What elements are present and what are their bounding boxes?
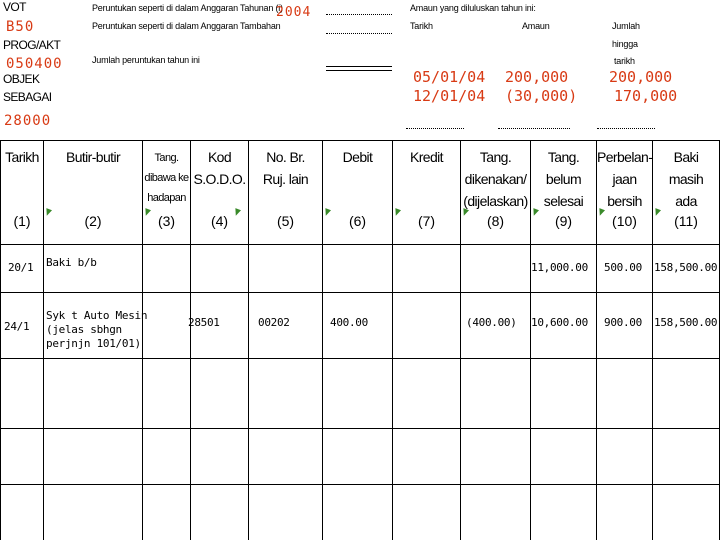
row2-tang-belum: 10,600.00 [531,316,588,329]
row2-baki: 158,500.00 [654,316,718,329]
col-num-1: (1) [13,213,31,229]
tambahan-amount-line [326,33,392,34]
col-header-tang-bawa-3: hadapan [147,192,186,204]
approval-row1-tarikh: 05/01/04 [413,68,486,86]
approval-row2-jumlah: 170,000 [614,87,678,105]
row1-butir: Baki b/b [46,256,97,269]
jumlah-line-2 [326,70,392,71]
col-header-tang-bawa [143,148,190,208]
approval-row1-amaun: 200,000 [505,68,569,86]
row2-kod: 28501 [188,316,220,329]
col-num-4: (4) [210,213,229,229]
col-header-tang-bawa-2: dibawa ke [144,172,189,184]
approval-row2-amaun: (30,000) [505,87,578,105]
objek-value: 28000 [4,113,52,129]
prog-akt-label: PROG/AKT [3,38,61,52]
col-header-no-br-1: No. Br. [266,149,305,165]
row-border-3 [0,428,720,429]
col-header-tang-kena [461,146,530,212]
approval-hingga-header: hingga [612,39,638,49]
row2-tarikh: 24/1 [4,320,30,333]
col-header-tang-belum [531,146,596,212]
row-border-1 [0,292,720,293]
row2-butir [46,309,147,351]
approval-tarikh-header: Tarikh [410,21,433,31]
col-num-2: (2) [84,213,102,229]
row-border-4 [0,484,720,485]
row2-perbelanjaan: 900.00 [604,316,642,329]
approval-amaun-header: Amaun [522,21,550,31]
approval-row1-jumlah: 200,000 [609,68,673,86]
row1-perbelanjaan: 500.00 [604,261,642,274]
col-border-1 [43,140,44,540]
col-num-9: (9) [554,213,573,229]
col-header-tarikh: Tarikh [5,149,39,165]
row2-butir-line1: Syk t Auto Mesin [46,309,148,322]
jumlah-peruntukan-label: Jumlah peruntukan tahun ini [92,55,200,65]
col-num-5: (5) [276,213,295,229]
col-border-4 [248,140,249,540]
row2-butir-line2: (jelas sbhgn [46,323,122,336]
col-header-kod-2: S.O.D.O. [193,171,246,187]
prog-akt-value: 050400 [6,56,63,72]
col-header-debit: Debit [342,149,373,165]
col-header-baki-3: ada [675,193,697,209]
col-header-tang-belum-3: selesai [543,193,584,209]
peruntukan-tambahan-label: Peruntukan seperti di dalam Anggaran Tambahan [92,21,281,31]
col-header-perbelanjaan-2: jaan [612,171,637,187]
approval-dots-2 [498,128,570,129]
row1-baki: 158,500.00 [654,261,718,274]
col-header-butir: Butir-butir [65,149,121,165]
col-header-perbelanjaan-3: bersih [607,193,642,209]
col-header-perbelanjaan [597,146,652,212]
row1-tarikh: 20/1 [8,261,34,274]
peruntukan-tahunan-label: Peruntukan seperti di dalam Anggaran Tahunan (i) [92,3,283,13]
row1-tang-belum: 11,000.00 [531,261,588,274]
table-header-border [0,244,720,245]
col-header-tang-kena-1: Tang. [479,149,512,165]
sebagai-label: SEBAGAI [3,90,52,104]
col-border-6 [392,140,393,540]
col-header-tang-kena-2: dikenakan/ [464,171,527,187]
year-value: 2004 [276,5,312,20]
col-header-kod [191,146,248,190]
col-header-baki-1: Baki [673,149,699,165]
col-border-0 [0,140,1,540]
col-border-5 [322,140,323,540]
table-top-border [0,140,720,141]
jumlah-line-1 [326,66,392,67]
approval-tarikh2-header: tarikh [614,56,635,66]
col-header-kredit: Kredit [410,149,443,165]
col-num-11: (11) [674,213,698,229]
col-num-8: (8) [486,213,505,229]
row-border-2 [0,358,720,359]
approval-dots-1 [406,128,464,129]
col-border-3 [190,140,191,540]
row2-tang-kena: (400.00) [466,316,517,329]
approval-dots-3 [597,128,655,129]
col-num-10: (10) [612,213,637,229]
col-header-baki [653,146,719,212]
vot-value: B50 [6,19,35,35]
row2-no-br: 00202 [258,316,290,329]
col-header-baki-2: masih [668,171,704,187]
col-header-tang-belum-2: belum [545,171,582,187]
row2-butir-line3: perjnjn 101/01) [46,337,141,350]
col-header-no-br-2: Ruj. lain [262,171,309,187]
col-num-7: (7) [417,213,436,229]
col-num-3: (3) [157,213,176,229]
col-header-perbelanjaan-1: Perbelan- [597,149,653,165]
tahunan-amount-line [326,14,392,15]
approval-row2-tarikh: 12/01/04 [413,87,486,105]
objek-label: OBJEK [3,72,40,86]
vot-label: VOT [3,0,26,14]
col-header-tang-kena-3: (dijelaskan) [463,193,528,209]
col-num-6: (6) [348,213,367,229]
col-header-tang-belum-1: Tang. [547,149,580,165]
col-header-kod-1: Kod [207,149,232,165]
row2-debit: 400.00 [330,316,368,329]
amaun-diluluskan-label: Amaun yang diluluskan tahun ini: [410,3,536,13]
col-header-tang-bawa-1: Tang. [154,152,179,164]
approval-jumlah-header: Jumlah [612,21,640,31]
col-header-no-br [249,146,322,190]
